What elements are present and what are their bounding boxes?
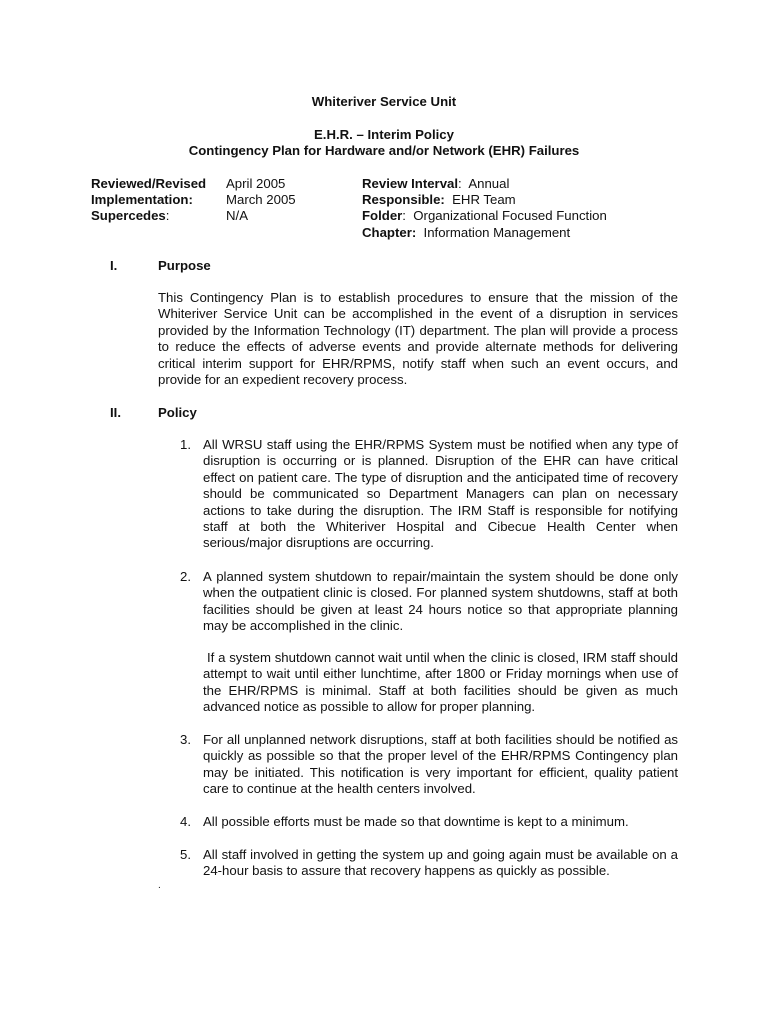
- reviewed-value: April 2005: [226, 176, 286, 191]
- org-name: Whiteriver Service Unit: [311, 94, 457, 109]
- policy-item-number: 3.: [180, 732, 191, 747]
- policy-item-text: For all unplanned network disruptions, staff at both facilities should be notified as quickly as possible so that the proper level of the EHR/RPMS Contingency plan may be initiated. This notification is very important for efficient, quality patient care to continue at the health centers involved.: [203, 732, 678, 797]
- review-interval-colon: :: [458, 176, 462, 191]
- folder-colon: :: [402, 208, 406, 223]
- supercedes-value: N/A: [226, 208, 248, 223]
- policy-item-text: All WRSU staff using the EHR/RPMS System must be notified when any type of disruption is occurring or is planned. Disruption of the EHR can have critical effect on patient care. The type of disruption and the anticipated time of recovery should be communicated so Department Managers can plan on necessary actions to take during the disruption. The IRM Staff is responsible for notifying staff at both the Whiteriver Hospital and Cibecue Health Center when serious/major disruptions are occurring.: [203, 437, 678, 551]
- chapter-value: Information Management: [423, 225, 571, 240]
- document-title: E.H.R. – Interim Policy: [314, 127, 454, 142]
- folder-value: Organizational Focused Function: [413, 208, 607, 223]
- review-interval-row: [362, 176, 509, 191]
- policy-item-text: A planned system shutdown to repair/maintain the system should be done only when the outpatient clinic is closed. For planned system shutdowns, staff at both facilities should be given at least 24 hours notice so that appropriate planning may be accomplished in the clinic.: [203, 569, 678, 634]
- section-number-purpose: I.: [110, 258, 118, 273]
- review-interval-label: Review Interval: [362, 176, 459, 191]
- implementation-label: Implementation:: [91, 192, 193, 207]
- section-number-policy: II.: [110, 405, 121, 420]
- chapter-label: Chapter:: [362, 225, 417, 240]
- reviewed-label: Reviewed/Revised: [91, 176, 207, 191]
- folder-label: Folder: [362, 208, 403, 223]
- section-title-policy: Policy: [158, 405, 197, 420]
- trailing-mark: .: [158, 880, 161, 891]
- chapter-row: [362, 225, 570, 240]
- supercedes-colon: :: [165, 208, 170, 223]
- policy-item-number: 1.: [180, 437, 191, 452]
- responsible-value: EHR Team: [452, 192, 516, 207]
- section-title-purpose: Purpose: [158, 258, 211, 273]
- responsible-label: Responsible:: [362, 192, 445, 207]
- folder-row: [362, 208, 607, 223]
- policy-item-text: All possible efforts must be made so that downtime is kept to a minimum.: [203, 814, 629, 829]
- implementation-value: March 2005: [226, 192, 296, 207]
- responsible-row: [362, 192, 516, 207]
- purpose-paragraph: This Contingency Plan is to establish procedures to ensure that the mission of the Whiteriver Service Unit can be accomplished in the event of a disruption in services provided by the Information Technology (IT) department. The plan will provide a process to reduce the effects of adverse events and provide alternate methods for delivering critical interim support for EHR/RPMS, notify staff when such an event occurs, and provide for an expedient recovery process.: [158, 290, 678, 388]
- document-subtitle: Contingency Plan for Hardware and/or Network (EHR) Failures: [188, 143, 580, 158]
- policy-item-number: 5.: [180, 847, 191, 862]
- supercedes-label: Supercedes: [91, 208, 166, 223]
- supercedes-label-group: [91, 208, 169, 223]
- policy-item-text-continued: If a system shutdown cannot wait until when the clinic is closed, IRM staff should attempt to wait until either lunchtime, after 1800 or Friday mornings when use of the EHR/RPMS is minimal. Staff at both facilities should be given as much advanced notice as possible to allow for proper planning.: [203, 650, 678, 715]
- review-interval-value: Annual: [468, 176, 510, 191]
- policy-item-number: 2.: [180, 569, 191, 584]
- policy-item-number: 4.: [180, 814, 191, 829]
- policy-item-text: All staff involved in getting the system up and going again must be available on a 24-hour basis to assure that recovery happens as quickly as possible.: [203, 847, 678, 879]
